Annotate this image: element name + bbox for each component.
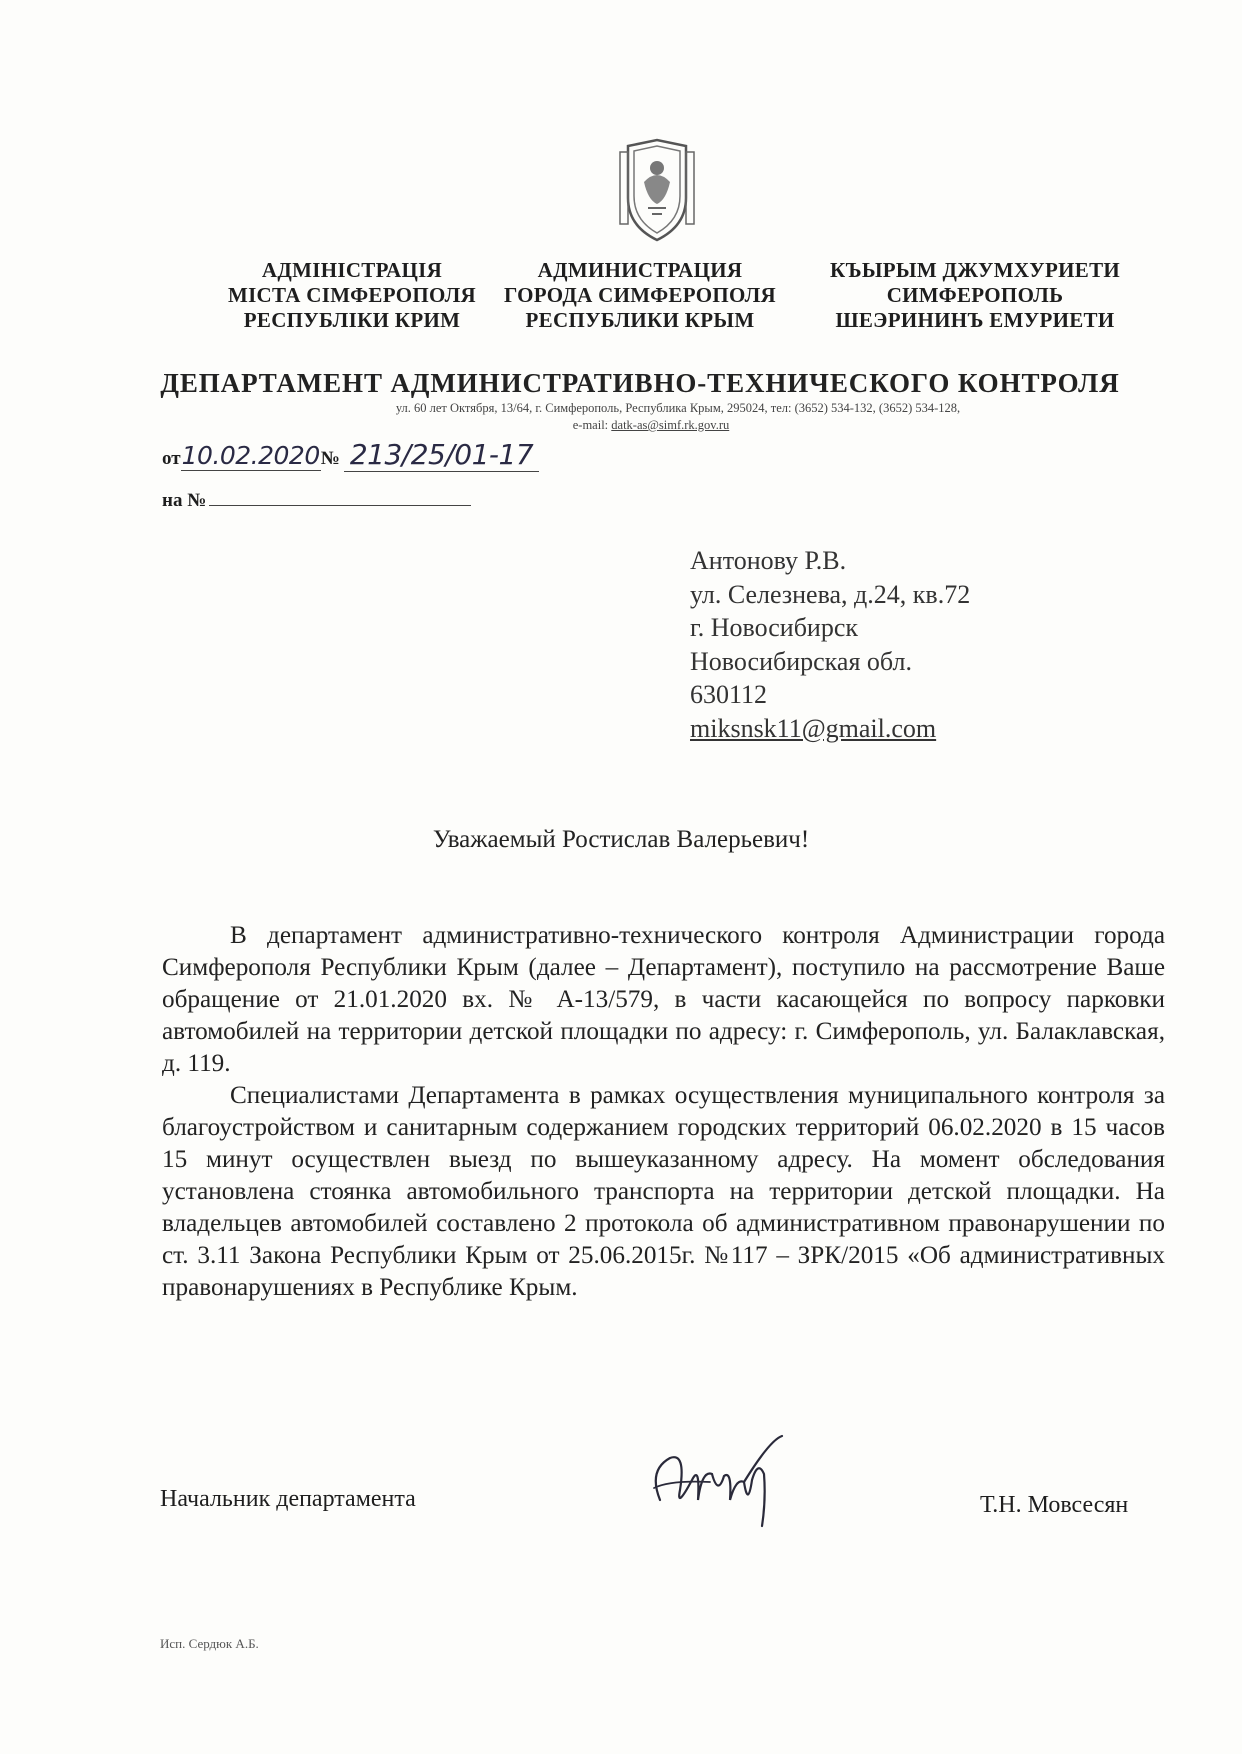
department-address: ул. 60 лет Октября, 13/64, г. Симферополь, Республика Крым, 295024, тел: (3652) 534-132, (3652) 534-128, bbox=[395, 401, 961, 415]
signatory-name: Т.Н. Мовсесян bbox=[980, 1492, 1129, 1518]
signatory-title: Начальник департамента bbox=[160, 1486, 416, 1512]
reply-number-blank bbox=[209, 491, 471, 506]
reply-reference bbox=[162, 490, 471, 512]
admin-crh-line: КЪЫРЫМ ДЖУМХУРИЕТИ bbox=[829, 258, 1121, 282]
department-title: ДЕПАРТАМЕНТ АДМИНИСТРАТИВНО-ТЕХНИЧЕСКОГО КОНТРОЛЯ bbox=[160, 368, 1120, 398]
admin-ru-line: ГОРОДА СИМФЕРОПОЛЯ bbox=[504, 283, 776, 307]
admin-name-crimean-tatar bbox=[810, 258, 1140, 333]
letter-body bbox=[162, 920, 1165, 1304]
body-paragraph: В департамент административно-технического контроля Администрации города Симферополя Республики Крым (далее – Департамент), поступило на рассмотрение Ваше обращение от 21.01.2020 вх. № А-13/579, в части касающейся по вопросу парковки автомобилей на территории детской площадки по адресу: г. Симферополь, ул. Балаклавская, д. 119. bbox=[162, 922, 1165, 1077]
recipient-line: Антонову Р.В. bbox=[690, 546, 847, 575]
handwritten-signature-icon bbox=[640, 1430, 796, 1538]
outgoing-number: 213/25/01-17 bbox=[344, 438, 539, 472]
body-paragraph: Специалистами Департамента в рамках осуществления муниципального контроля за благоустройством и санитарным содержанием городских территорий 06.02.2020 в 15 часов 15 минут осуществлен выезд по вышеуказанному адресу. На момент обследования установлена стоянка автомобильного транспорта на территории детской площадки. На владельцев автомобилей составлено 2 протокола об административном правонарушении по ст. 3.11 Закона Республики Крым от 25.06.2015г. №117 – ЗРК/2015 «Об административных правонарушениях в Республике Крым. bbox=[162, 1082, 1165, 1301]
crimea-coat-of-arms-icon bbox=[618, 138, 696, 244]
admin-ru-line: АДМИНИСТРАЦИЯ bbox=[537, 258, 743, 282]
number-label: № bbox=[320, 448, 340, 469]
admin-crh-line: ШЕЭРИНИНЪ ЕМУРИЕТИ bbox=[835, 308, 1115, 332]
admin-ua-line: МІСТА СІМФЕРОПОЛЯ bbox=[227, 283, 477, 307]
department-email: datk-as@simf.rk.gov.ru bbox=[611, 418, 730, 432]
executor-note: Исп. Сердюк А.Б. bbox=[160, 1636, 259, 1651]
admin-ru-line: РЕСПУБЛИКИ КРЫМ bbox=[525, 308, 755, 332]
admin-ua-line: РЕСПУБЛІКИ КРИМ bbox=[243, 308, 461, 332]
admin-crh-line: СИМФЕРОПОЛЬ bbox=[886, 283, 1064, 307]
greeting: Уважаемый Ростислав Валерьевич! bbox=[432, 826, 810, 853]
recipient-email: miksnsk11@gmail.com bbox=[690, 713, 937, 743]
outgoing-reference bbox=[162, 438, 539, 472]
recipient-block bbox=[690, 544, 970, 745]
admin-name-ukrainian bbox=[187, 258, 517, 333]
outgoing-date: 10.02.2020 bbox=[181, 441, 320, 470]
recipient-line: 630112 bbox=[690, 680, 768, 709]
admin-name-russian bbox=[475, 258, 805, 333]
from-label: от bbox=[162, 448, 181, 469]
department-email-line bbox=[516, 418, 786, 433]
recipient-line: ул. Селезнева, д.24, кв.72 bbox=[690, 579, 971, 609]
reply-label: на № bbox=[162, 490, 207, 511]
recipient-line: Новосибирская обл. bbox=[690, 646, 912, 676]
email-label: e-mail: bbox=[572, 418, 609, 432]
recipient-line: г. Новосибирск bbox=[690, 613, 859, 642]
admin-ua-line: АДМІНІСТРАЦІЯ bbox=[261, 258, 443, 282]
